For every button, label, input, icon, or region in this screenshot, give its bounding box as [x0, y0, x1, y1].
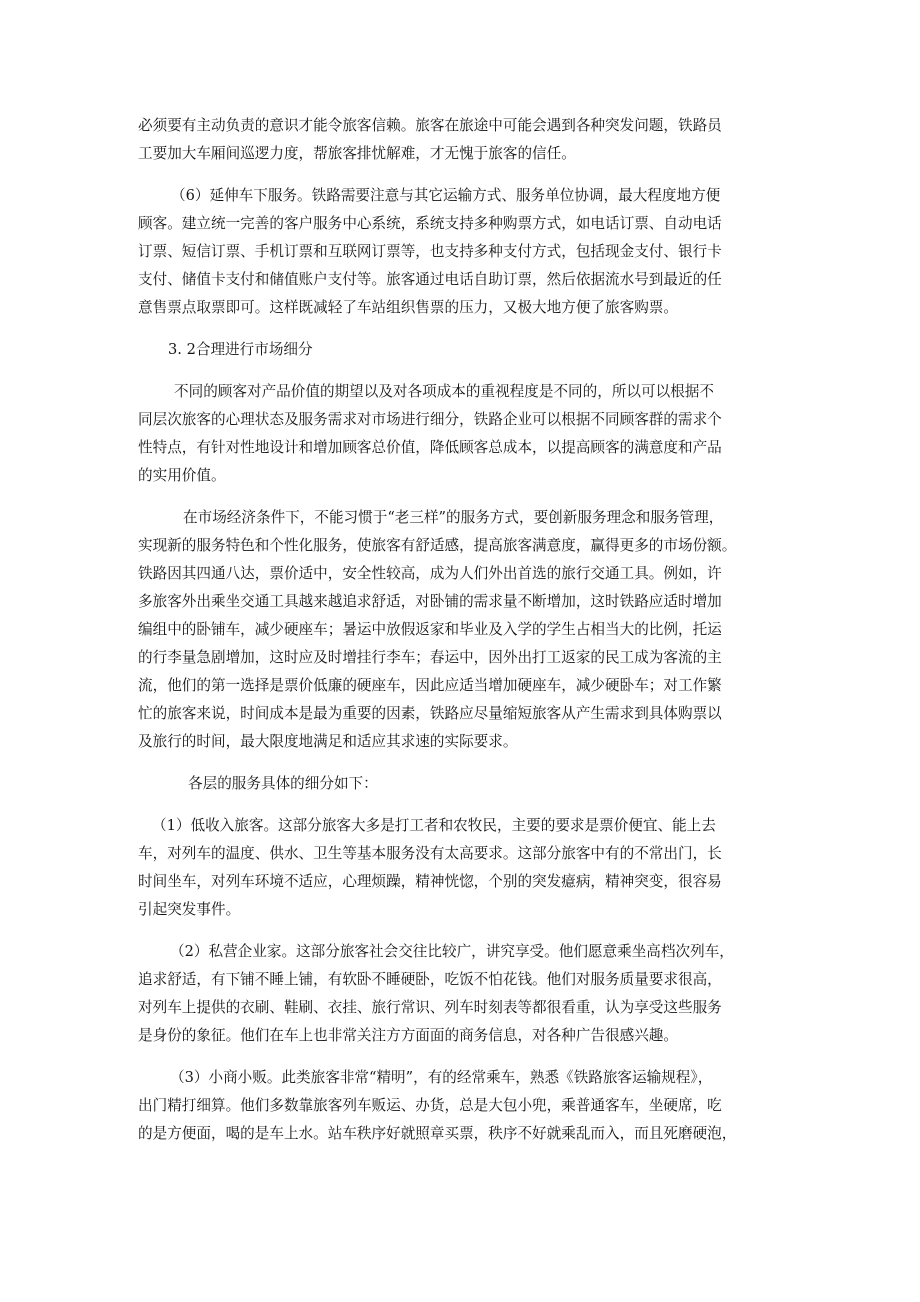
- text-line: 同层次旅客的心理状态及服务需求对市场进行细分，铁路企业可以根据不同顾客群的需求个: [138, 411, 722, 428]
- text-line: （2）私营企业家。这部分旅客社会交往比较广，讲究享受。他们愿意乘坐高档次列车，: [170, 943, 734, 960]
- paragraph-market-segmentation: [138, 378, 785, 490]
- text-line: 对列车上提供的衣刷、鞋刷、衣挂、旅行常识、列车时刻表等都很看重，认为享受这些服务: [138, 999, 722, 1016]
- text-line: 订票、短信订票、手机订票和互联网订票等，也支持多种支付方式，包括现金支付、银行卡: [138, 243, 722, 260]
- paragraph-entrepreneurs: [138, 938, 785, 1050]
- text-line: 的实用价值。: [138, 467, 226, 484]
- text-line: 在市场经济条件下，不能习惯于“老三样”的服务方式，要创新服务理念和服务管理，: [183, 509, 724, 526]
- text-line: 流，他们的第一选择是票价低廉的硬座车，因此应适当增加硬座车，减少硬卧车；对工作繁: [138, 677, 722, 694]
- text-line: （6）延伸车下服务。铁路需要注意与其它运输方式、服务单位协调，最大程度地方便: [171, 187, 721, 204]
- text-line: 性特点，有针对性地设计和增加顾客总价值，降低顾客总成本，以提高顾客的满意度和产品: [138, 439, 722, 456]
- text-line: 支付、储值卡支付和储值账户支付等。旅客通过电话自助订票，然后依据流水号到最近的任: [138, 271, 722, 288]
- text-line: （1）低收入旅客。这部分旅客大多是打工者和农牧民，主要的要求是票价便宜、能上去: [152, 817, 716, 834]
- text-line: 引起突发事件。: [138, 901, 241, 918]
- text-line: 忙的旅客来说，时间成本是最为重要的因素，铁路应尽量缩短旅客从产生需求到具体购票以: [138, 705, 722, 722]
- text-line: 出门精打细算。他们多数靠旅客列车贩运、办货，总是大包小兜，乘普通客车，坐硬席，吃: [138, 1097, 722, 1114]
- text-line: 追求舒适，有下铺不睡上铺，有软卧不睡硬卧，吃饭不怕花钱。他们对服务质量要求很高，: [138, 971, 722, 988]
- paragraph-intro-list: [138, 770, 785, 798]
- text-line: 及旅行的时间，最大限度地满足和适应其求速的实际要求。: [138, 733, 518, 750]
- text-line: 必须要有主动负责的意识才能令旅客信赖。旅客在旅途中可能会遇到各种突发问题，铁路员: [138, 117, 722, 134]
- text-line: 编组中的卧铺车，减少硬座车；暑运中放假返家和毕业及入学的学生占相当大的比例，托运: [138, 621, 722, 638]
- text-line: 的是方便面，喝的是车上水。站车秩序好就照章买票，秩序不好就乘乱而入，而且死磨硬泡，: [138, 1125, 737, 1142]
- heading-text: 3. 2合理进行市场细分: [168, 341, 313, 358]
- text-line: 不同的顾客对产品价值的期望以及对各项成本的重视程度是不同的，所以可以根据不: [174, 383, 714, 400]
- paragraph-trust: [138, 112, 785, 168]
- paragraph-low-income: [138, 812, 785, 924]
- paragraph-extend-service: [138, 182, 785, 322]
- paragraph-market-economy: [138, 504, 785, 756]
- text-line: 多旅客外出乘坐交通工具越来越追求舒适，对卧铺的需求量不断增加，这时铁路应适时增加: [138, 593, 722, 610]
- text-line: 车，对列车的温度、供水、卫生等基本服务没有太高要求。这部分旅客中有的不常出门，长: [138, 845, 722, 862]
- section-heading: [138, 336, 785, 364]
- text-line: 时间坐车，对列车环境不适应，心理烦躁，精神恍惚，个别的突发癔病，精神突变，很容易: [138, 873, 722, 890]
- paragraph-small-traders: [138, 1064, 785, 1148]
- text-line: 工要加大车厢间巡逻力度，帮旅客排忧解难，才无愧于旅客的信任。: [138, 145, 576, 162]
- text-line: 是身份的象征。他们在车上也非常关注方方面面的商务信息，对各种广告很感兴趣。: [138, 1027, 678, 1044]
- text-line: 顾客。建立统一完善的客户服务中心系统，系统支持多种购票方式，如电话订票、自动电话: [138, 215, 722, 232]
- text-line: 意售票点取票即可。这样既减轻了车站组织售票的压力，又极大地方便了旅客购票。: [138, 299, 678, 316]
- text-line: 实现新的服务特色和个性化服务，使旅客有舒适感，提高旅客满意度，赢得更多的市场份额。: [138, 537, 737, 554]
- text-line: 各层的服务具体的细分如下：: [188, 775, 378, 792]
- text-line: 铁路因其四通八达，票价适中，安全性较高，成为人们外出首选的旅行交通工具。例如，许: [138, 565, 722, 582]
- text-line: （3）小商小贩。此类旅客非常“精明”，有的经常乘车，熟悉《铁路旅客运输规程》，: [170, 1069, 713, 1086]
- text-line: 的行李量急剧增加，这时应及时增挂行李车；春运中，因外出打工返家的民工成为客流的主: [138, 649, 722, 666]
- document-page: [138, 112, 785, 1162]
